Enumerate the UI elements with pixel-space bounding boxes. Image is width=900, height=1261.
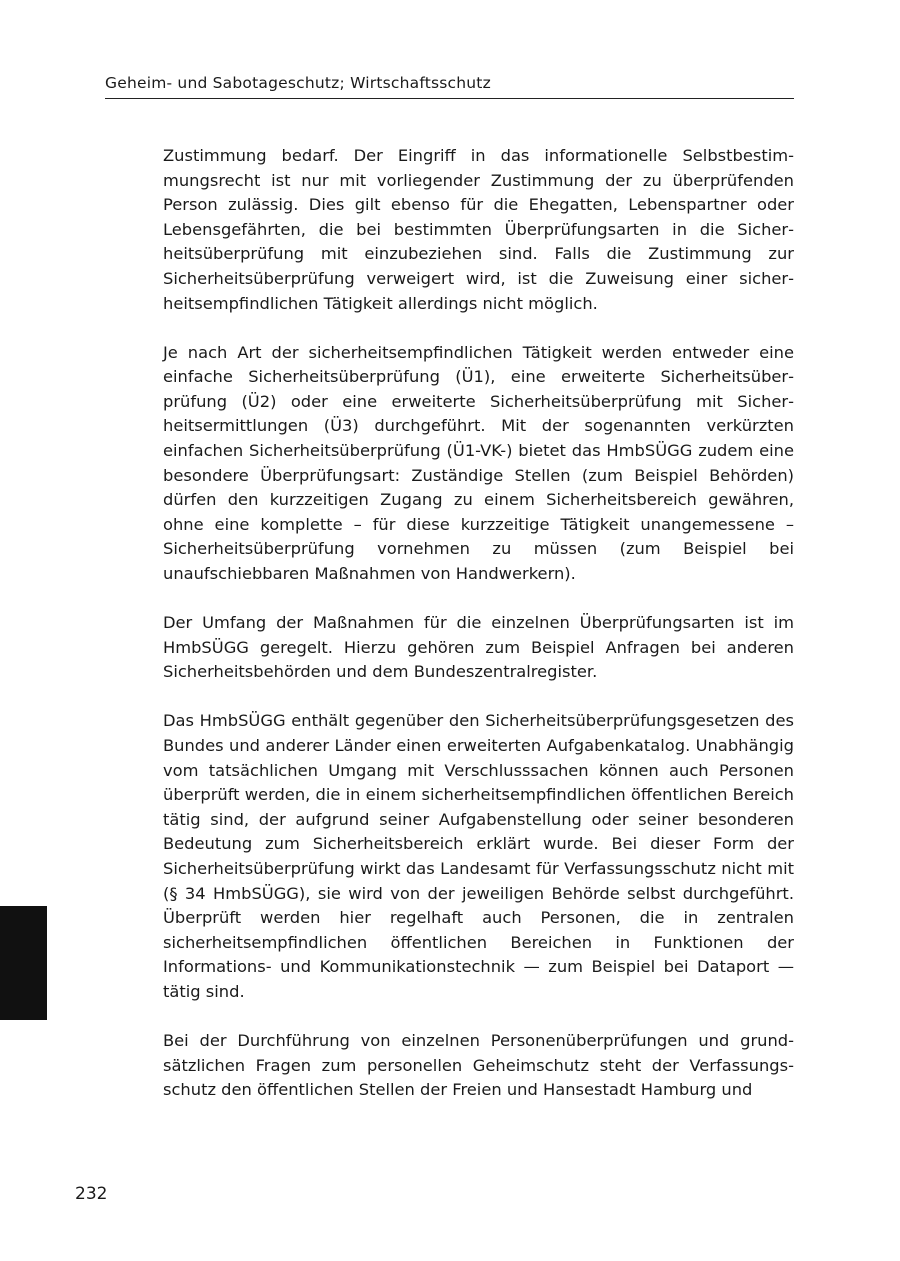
- chapter-thumb-tab: [0, 906, 47, 1020]
- page-number: 232: [75, 1184, 108, 1204]
- paragraph: Bei der Durchführung von einzelnen Personenüberprüfungen und grundsätzlichen Fragen zum personellen Geheimschutz steht der Verfassungsschutz den öffentlichen Stellen der Freien und Hansestadt Hamburg und: [163, 1031, 794, 1100]
- paragraph: Das HmbSÜGG enthält gegenüber den Sicherheitsüberprüfungsgesetzen des Bundes und anderer Länder einen erweiterten Aufgabenkatalog. Unabhängig vom tatsächlichen Umgang mit Verschlusssachen können auch Personen überprüft werden, die in einem sicherheitsempfindlichen öffentlichen Bereich tätig sind, der aufgrund seiner Aufgabenstellung oder seiner besonderen Bedeutung zum Sicherheitsbereich erklärt wurde. Bei dieser Form der Sicherheitsüberprüfung wirkt das Landesamt für Verfassungsschutz nicht mit (§ 34 HmbSÜGG), sie wird von der jeweiligen Behörde selbst durchgeführt. Überprüft werden hier regelhaft auch Personen, die in zentralen sicherheitsempfindlichen öffentlichen Bereichen in Funktionen der Informations- und Kommunikationstechnik — zum Beispiel bei Dataport — tätig sind.: [163, 711, 794, 1001]
- running-header: [105, 74, 794, 99]
- body-text: [163, 144, 794, 1127]
- paragraph: Zustimmung bedarf. Der Eingriff in das informationelle Selbstbestimmungsrecht ist nur mit vorliegender Zustimmung der zu überprüfenden Person zulässig. Dies gilt ebenso für die Ehegatten, Lebenspartner oder Lebensgefährten, die bei bestimmten Überprüfungsarten in die Sicherheitsüberprüfung mit einzubeziehen sind. Falls die Zustimmung zur Sicherheitsüberprüfung verweigert wird, ist die Zuweisung einer sicherheitsempfindlichen Tätigkeit allerdings nicht möglich.: [163, 146, 794, 313]
- paragraph: Der Umfang der Maßnahmen für die einzelnen Überprüfungsarten ist im HmbSÜGG geregelt. Hierzu gehören zum Beispiel Anfragen bei anderen Sicherheitsbehörden und dem Bundeszentralregister.: [163, 613, 794, 682]
- running-title: Geheim- und Sabotageschutz; Wirtschaftsschutz: [105, 74, 491, 92]
- paragraph: Je nach Art der sicherheitsempfindlichen Tätigkeit werden entweder eine einfache Sicherheitsüberprüfung (Ü1), eine erweiterte Sicherheitsüberprüfung (Ü2) oder eine erweiterte Sicherheitsüberprüfung mit Sicherheitsermittlungen (Ü3) durchgeführt. Mit der sogenannten verkürzten einfachen Sicherheitsüberprüfung (Ü1-VK-) bietet das HmbSÜGG zudem eine besondere Überprüfungsart: Zuständige Stellen (zum Beispiel Behörden) dürfen den kurzzeitigen Zugang zu einem Sicherheitsbereich gewähren, ohne eine komplette – für diese kurzzeitige Tätigkeit unangemessene – Sicherheitsüberprüfung vornehmen zu müssen (zum Beispiel bei unaufschiebbaren Maßnahmen von Handwerkern).: [163, 342, 794, 583]
